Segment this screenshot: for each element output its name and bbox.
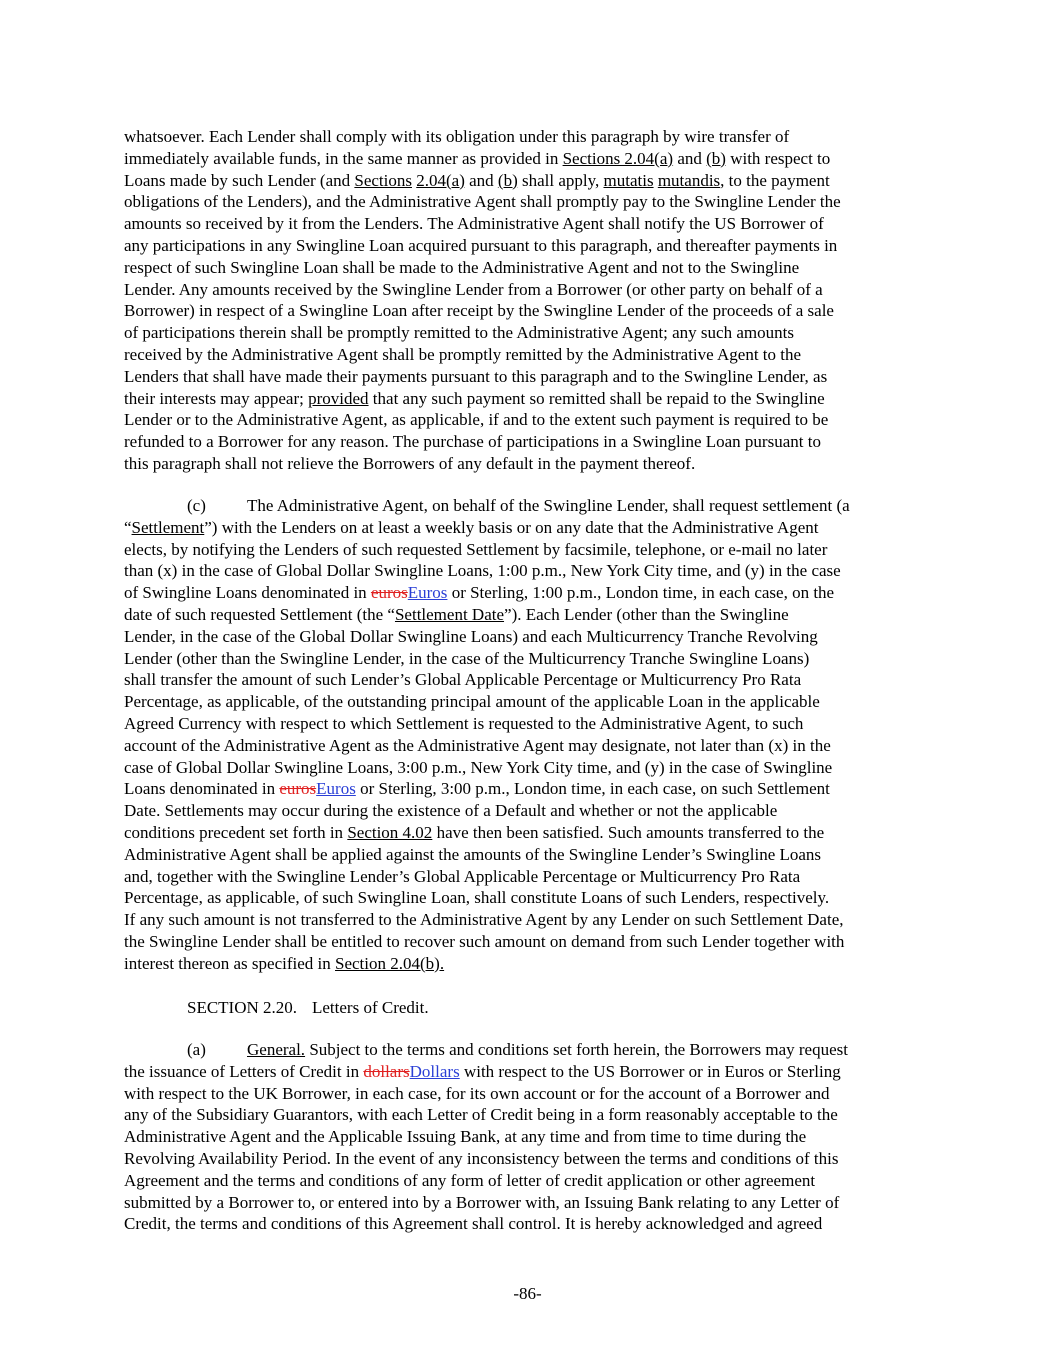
text-line: than (x) in the case of Global Dollar Swingline Loans, 1:00 p.m., New York City time, and (y) in the case bbox=[124, 561, 841, 581]
text-line: any participations in any Swingline Loan acquired pursuant to this paragraph, and thereafter payments in bbox=[124, 235, 838, 255]
text-line: If any such amount is not transferred to the Administrative Agent by any Lender on such Settlement Date, bbox=[124, 910, 844, 930]
paragraph-b-continuation bbox=[124, 126, 932, 475]
text-line: Lender (other than the Swingline Lender, in the case of the Multicurrency Tranche Swingline Loans) bbox=[124, 648, 810, 668]
section-title: Letters of Credit. bbox=[312, 998, 429, 1017]
text-line: the issuance of Letters of Credit in dollarsDollars with respect to the US Borrower or in Euros or Sterling bbox=[124, 1061, 841, 1081]
text-line: the Swingline Lender shall be entitled to recover such amount on demand from such Lender together with bbox=[124, 931, 845, 951]
text-line: any of the Subsidiary Guarantors, with each Letter of Credit being in a form reasonably acceptable to the bbox=[124, 1105, 838, 1125]
deleted-text: euros bbox=[370, 583, 408, 603]
section-number: SECTION 2.20. bbox=[187, 998, 298, 1017]
text-line: Loans denominated in eurosEuros or Sterling, 3:00 p.m., London time, in each case, on such Settlement bbox=[124, 779, 830, 799]
text-line: this paragraph shall not relieve the Borrowers of any default in the payment thereof. bbox=[124, 453, 696, 473]
paragraph-label: (c) bbox=[187, 496, 206, 515]
text-line: interest thereon as specified in Section 2.04(b). bbox=[124, 953, 445, 973]
text-line: received by the Administrative Agent shall be promptly remitted by the Administrative Agent to the bbox=[124, 344, 802, 364]
cross-reference: Sections bbox=[354, 170, 412, 190]
text-line: Administrative Agent shall be applied against the amounts of the Swingline Lender’s Swingline Loans bbox=[124, 844, 822, 864]
text-line: Date. Settlements may occur during the existence of a Default and whether or not the applicable bbox=[124, 801, 778, 821]
deleted-text: euros bbox=[279, 779, 317, 799]
text-line: Lender, in the case of the Global Dollar Swingline Loans) and each Multicurrency Tranche Revolving bbox=[124, 626, 818, 646]
text-line: date of such requested Settlement (the “Settlement Date”). Each Lender (other than the Swingline bbox=[124, 604, 789, 624]
text-line: Percentage, as applicable, of the outstanding principal amount of the applicable Loan in the applicable bbox=[124, 692, 820, 712]
text-line: Agreement and the terms and conditions of any form of letter of credit application or other agreement bbox=[124, 1170, 816, 1190]
inserted-text: Euros bbox=[316, 779, 356, 799]
text-line: and, together with the Swingline Lender’s Global Applicable Percentage or Multicurrency Pro Rata bbox=[124, 866, 801, 886]
text-line: respect of such Swingline Loan shall be made to the Administrative Agent and not to the Swingline bbox=[124, 257, 800, 277]
text-line: shall transfer the amount of such Lender’s Global Applicable Percentage or Multicurrency Pro Rata bbox=[124, 670, 802, 690]
text-line: Lender. Any amounts received by the Swingline Lender from a Borrower (or other party on behalf of a bbox=[124, 279, 823, 299]
cross-reference: 2.04(a) bbox=[416, 170, 465, 190]
text-line: Loans made by such Lender (and Sections 2.04(a) and (b) shall apply, mutatis mutandis, to the payment bbox=[124, 170, 830, 190]
text-line: refunded to a Borrower for any reason. The purchase of participations in a Swingline Loan pursuant to bbox=[124, 432, 821, 452]
section-heading bbox=[124, 997, 932, 1019]
text-line: Lender or to the Administrative Agent, as applicable, if and to the extent such payment is required to be bbox=[124, 410, 829, 430]
cross-reference: Settlement bbox=[131, 517, 205, 537]
cross-reference: mutandis bbox=[657, 170, 721, 190]
text-line: elects, by notifying the Lenders of such requested Settlement by facsimile, telephone, or e-mail no later bbox=[124, 539, 828, 559]
cross-reference: Sections 2.04(a) bbox=[562, 148, 674, 168]
cross-reference: (b) bbox=[706, 148, 726, 168]
text-line: Lenders that shall have made their payments pursuant to this paragraph and to the Swingline Lender, as bbox=[124, 366, 828, 386]
cross-reference: provided bbox=[308, 388, 369, 408]
text-line: of Swingline Loans denominated in eurosEuros or Sterling, 1:00 p.m., London time, in each case, on the bbox=[124, 583, 835, 603]
text-line: Borrower) in respect of a Swingline Loan after receipt by the Swingline Lender of the proceeds of a sale bbox=[124, 301, 834, 321]
cross-reference: General. bbox=[247, 1040, 306, 1059]
page-number: -86- bbox=[513, 1284, 542, 1303]
text-line: submitted by a Borrower to, or entered into by a Borrower with, an Issuing Bank relating to any Letter of bbox=[124, 1192, 840, 1212]
text-line: immediately available funds, in the same manner as provided in Sections 2.04(a) and (b) with respect to bbox=[124, 148, 831, 168]
cross-reference: (b) bbox=[497, 170, 518, 190]
text-line: Administrative Agent and the Applicable Issuing Bank, at any time and from time to time during the bbox=[124, 1127, 807, 1147]
text-line: (a) General. Subject to the terms and conditions set forth herein, the Borrowers may request bbox=[187, 1040, 848, 1059]
cross-reference: Settlement Date bbox=[394, 604, 505, 624]
text-line: account of the Administrative Agent as the Administrative Agent may designate, not later than (x) in the bbox=[124, 735, 831, 755]
text-line: of participations therein shall be promptly remitted to the Administrative Agent; any such amounts bbox=[124, 323, 794, 343]
text-line: conditions precedent set forth in Section 4.02 have then been satisfied. Such amounts transferred to the bbox=[124, 822, 825, 842]
paragraph-a-general bbox=[124, 1039, 932, 1235]
cross-reference: Section 2.04(b). bbox=[335, 953, 445, 973]
text-line: Revolving Availability Period. In the event of any inconsistency between the terms and conditions of this bbox=[124, 1148, 839, 1168]
deleted-text: dollars bbox=[363, 1061, 410, 1081]
text-line: case of Global Dollar Swingline Loans, 3:00 p.m., New York City time, and (y) in the case of Swingline bbox=[124, 757, 833, 777]
text-line: obligations of the Lenders), and the Administrative Agent shall promptly pay to the Swingline Lender the bbox=[124, 192, 841, 212]
text-line: their interests may appear; provided that any such payment so remitted shall be repaid to the Swingline bbox=[124, 388, 825, 408]
text-line: whatsoever. Each Lender shall comply with its obligation under this paragraph by wire transfer of bbox=[124, 127, 790, 146]
text-line: Agreed Currency with respect to which Settlement is requested to the Administrative Agent, to such bbox=[124, 713, 804, 733]
text-line: Percentage, as applicable, of such Swingline Loan, shall constitute Loans of such Lenders, respectively. bbox=[124, 888, 830, 908]
inserted-text: Euros bbox=[407, 583, 448, 603]
paragraph-c bbox=[124, 495, 932, 975]
text-line: (c) The Administrative Agent, on behalf of the Swingline Lender, shall request settlement (a bbox=[187, 496, 850, 515]
paragraph-label: (a) bbox=[187, 1040, 206, 1059]
text-line: Credit, the terms and conditions of this Agreement shall control. It is hereby acknowledged and agreed bbox=[124, 1214, 823, 1234]
inserted-text: Dollars bbox=[409, 1061, 460, 1081]
text-line: “Settlement”) with the Lenders on at least a weekly basis or on any date that the Administrative Agent bbox=[124, 517, 819, 537]
cross-reference: Section 4.02 bbox=[347, 822, 433, 842]
cross-reference: mutatis bbox=[603, 170, 654, 190]
text-line: with respect to the UK Borrower, in each case, for its own account or for the account of a Borrower and bbox=[124, 1083, 830, 1103]
text-line: amounts so received by it from the Lenders. The Administrative Agent shall notify the US Borrower of bbox=[124, 214, 824, 234]
